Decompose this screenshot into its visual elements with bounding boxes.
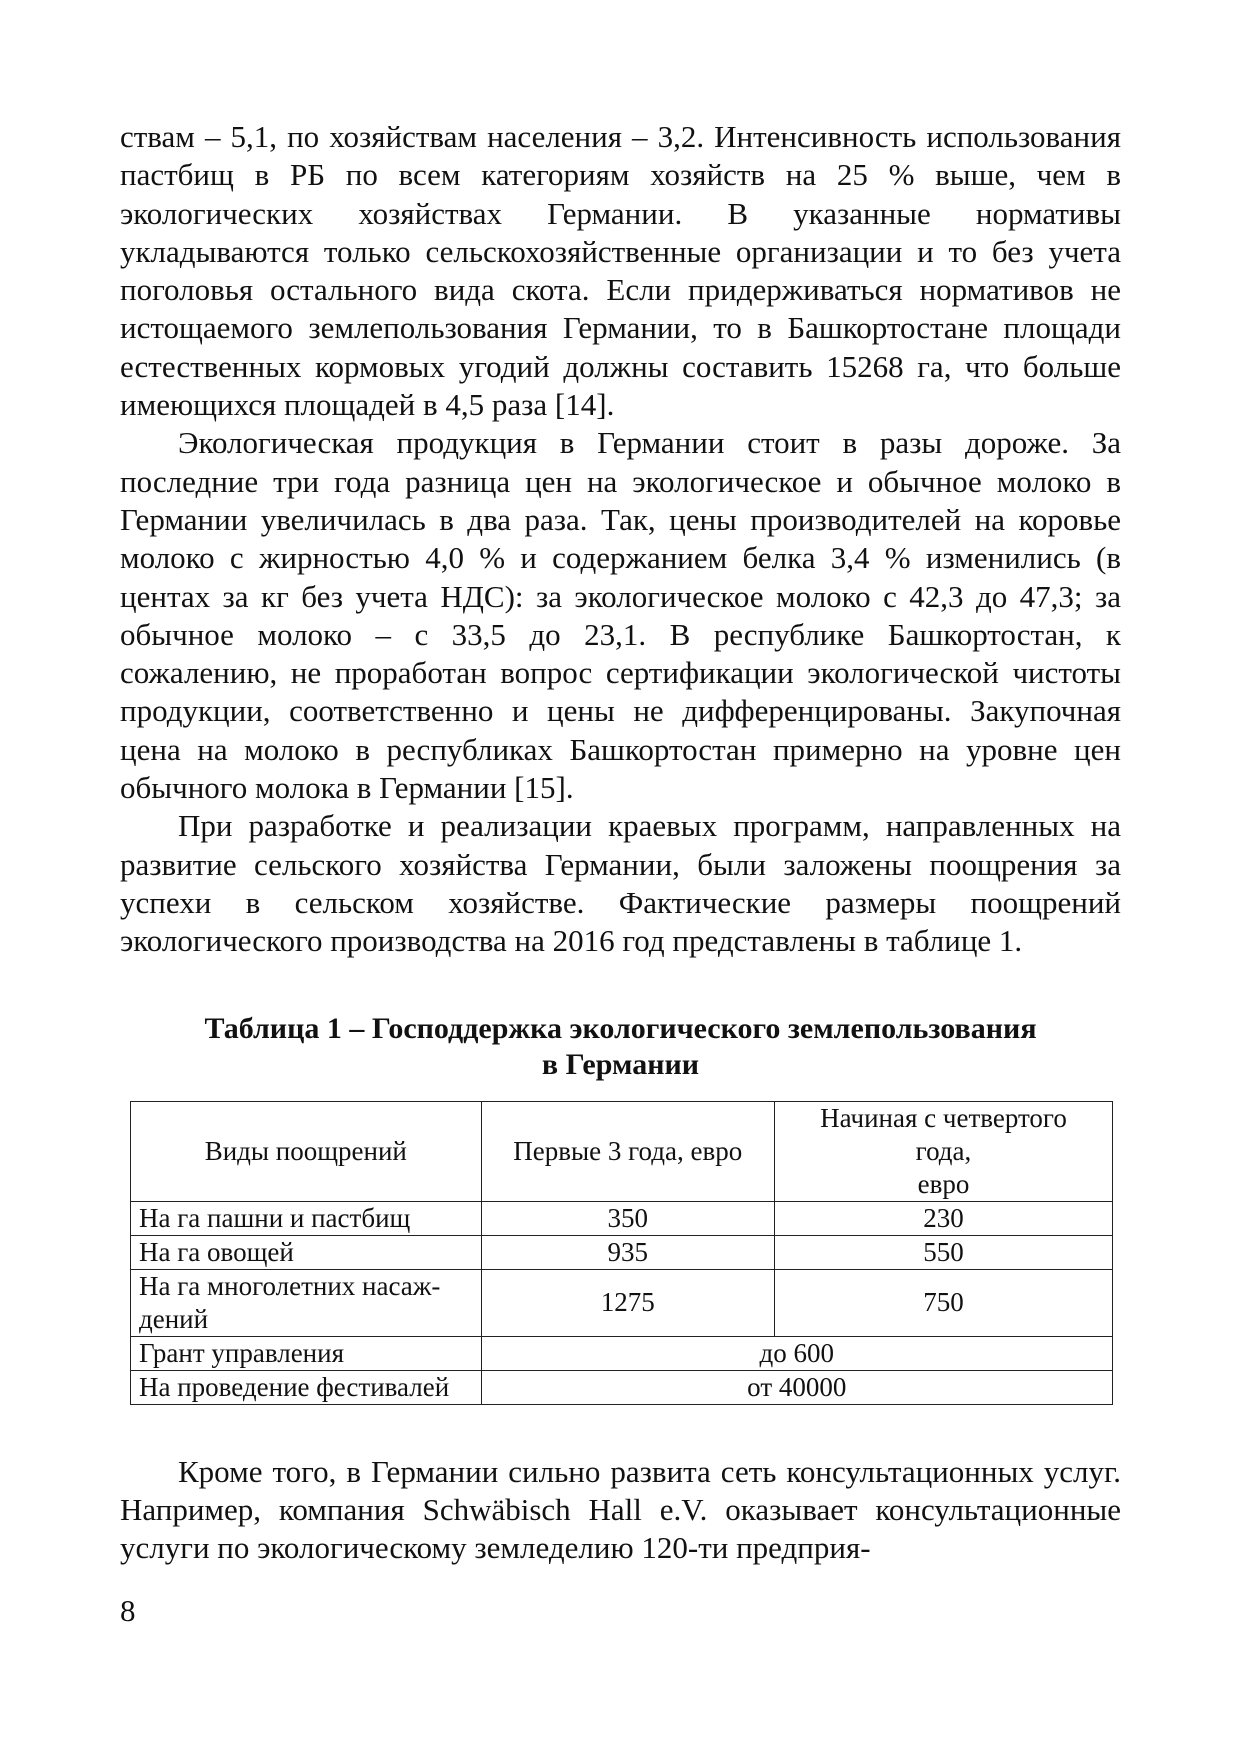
paragraph-4: Кроме того, в Германии сильно развита сеть консультационных услуг. Например, компания Schwäbisch Hall e.V. оказывает консультационные услуги по экологическому земледелию 120-ти предприя-	[120, 1453, 1121, 1566]
row-value-merged: от 40000	[481, 1370, 1112, 1404]
row-value-merged: до 600	[481, 1336, 1112, 1370]
header-from-4th-line-1: Начиная с четвертого	[820, 1102, 1067, 1133]
row-value-first-3: 350	[481, 1201, 774, 1235]
header-cell-from-4th-year	[774, 1101, 1112, 1201]
paragraph-3: При разработке и реализации краевых программ, направленных на развитие сельского хозяйства Германии, были заложены поощрения за успехи в сельском хозяйстве. Фактические размеры поощрений экологического производства на 2016 год представлены в таблице 1.	[120, 808, 1121, 959]
paragraph-1: ствам – 5,1, по хозяйствам населения – 3,2. Интенсивность использования пастбищ в РБ по всем категориям хозяйств на 25 % выше, чем в экологических хозяйствах Германии. В указанные нормативы укладываются только сельскохозяйственные организации и то без учета поголовья остального вида скота. Если придерживаться нормативов не истощаемого землепользования Германии, то в Башкортостане площади естественных кормовых угодий должны составить 15268 га, что больше имеющихся площадей в 4,5 раза [14].	[120, 119, 1121, 423]
header-types-label: Виды поощрений	[204, 1135, 407, 1166]
row-value-from-4: 550	[774, 1235, 1112, 1269]
page-content	[120, 118, 1121, 1567]
row-label: На га пашни и пастбищ	[131, 1201, 482, 1235]
table-row	[131, 1269, 1113, 1336]
table-row	[131, 1235, 1113, 1269]
header-cell-types	[131, 1101, 482, 1201]
table-row	[131, 1370, 1113, 1404]
row-label: Грант управления	[131, 1336, 482, 1370]
row-label: На га овощей	[131, 1235, 482, 1269]
header-cell-first-3-years	[481, 1101, 774, 1201]
page-number: 8	[120, 1593, 136, 1628]
table-row	[131, 1201, 1113, 1235]
row-label: На проведение фестивалей	[131, 1370, 482, 1404]
row-label-line-1: На га многолетних насаж-	[139, 1270, 441, 1301]
row-value-first-3: 935	[481, 1235, 774, 1269]
row-value-from-4: 230	[774, 1201, 1112, 1235]
table-caption	[120, 1011, 1121, 1083]
row-label	[131, 1269, 482, 1336]
table-row	[131, 1336, 1113, 1370]
table-caption-line-1: Таблица 1 – Господдержка экологического землепользования	[204, 1011, 1037, 1045]
table-header-row	[131, 1101, 1113, 1201]
header-from-4th-line-3: евро	[917, 1168, 970, 1199]
table-caption-line-2: в Германии	[541, 1047, 700, 1081]
header-first-3-years-label: Первые 3 года, евро	[513, 1135, 743, 1166]
grants-table	[130, 1101, 1113, 1405]
row-value-from-4: 750	[774, 1269, 1112, 1336]
row-value-first-3: 1275	[481, 1269, 774, 1336]
header-from-4th-line-2: года,	[915, 1135, 972, 1166]
row-label-line-2: дений	[139, 1303, 209, 1334]
paragraph-2: Экологическая продукция в Германии стоит в разы дороже. За последние три года разница цен на экологическое и обычное молоко в Германии увеличилась в два раза. Так, цены производителей на коровье молоко с жирностью 4,0 % и содержанием белка 3,4 % изменились (в центах за кг без учета НДС): за экологическое молоко с 42,3 до 47,3; за обычное молоко – с 33,5 до 23,1. В республике Башкортостан, к сожалению, не проработан вопрос сертификации экологической чистоты продукции, соответственно и цены не дифференцированы. Закупочная цена на молоко в республиках Башкортостан примерно на уровне цен обычного молока в Германии [15].	[120, 425, 1121, 806]
